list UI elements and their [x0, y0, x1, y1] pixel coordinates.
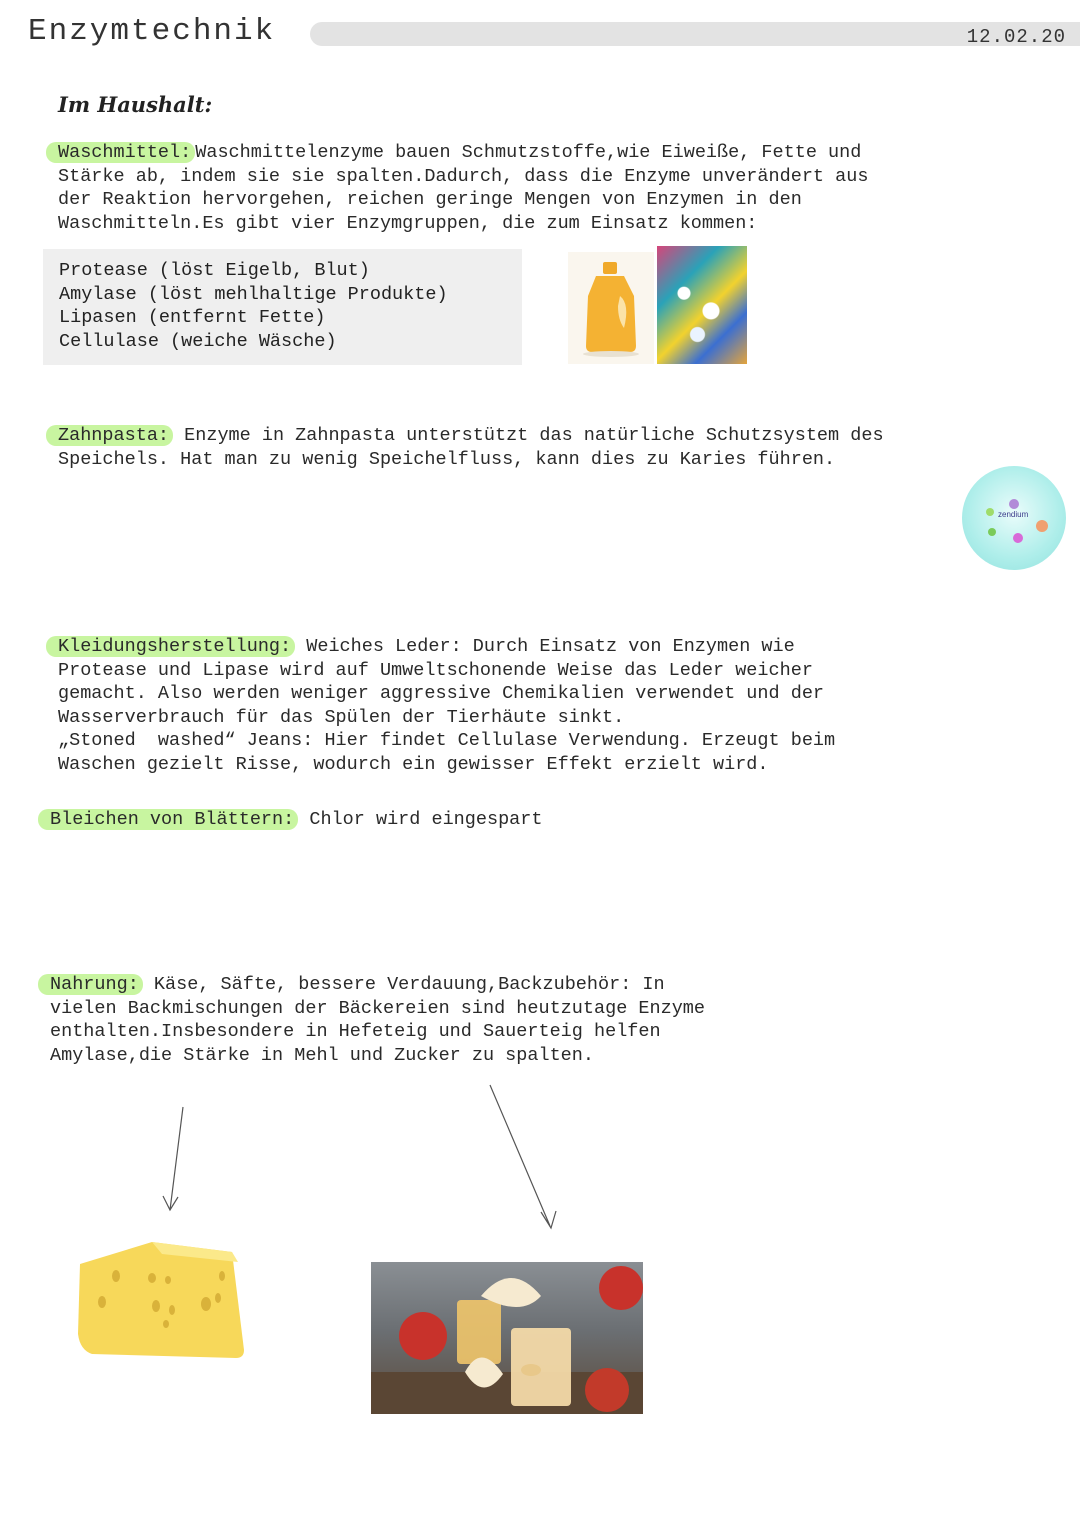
nahrung-label: Nahrung:	[38, 974, 143, 995]
kleidung-line-4: Wasserverbrauch für das Spülen der Tierhäute sinkt.	[58, 706, 625, 728]
bleichen-paragraph	[50, 808, 543, 832]
kleidung-paragraph	[58, 635, 835, 777]
zahnpasta-line-2: Speichels. Hat man zu wenig Speichelfluss, kann dies zu Karies führen.	[58, 448, 836, 470]
kleidung-line-3: gemacht. Also werden weniger aggressive Chemikalien verwendet und der	[58, 683, 825, 705]
nahrung-line-1: Käse, Säfte, bessere Verdauung,Backzubehör: In	[142, 974, 665, 995]
arrow-to-juice	[490, 1085, 556, 1228]
title-bar	[310, 22, 1080, 46]
detergent-bottle-image	[568, 252, 654, 364]
waschmittel-paragraph	[58, 141, 868, 235]
waschmittel-label: Waschmittel:	[46, 142, 195, 163]
arrow-to-cheese	[163, 1107, 183, 1210]
apple-juice-image	[371, 1262, 643, 1414]
laundry-image	[657, 246, 747, 364]
zahnpasta-line-1: Enzyme in Zahnpasta unterstützt das natürliche Schutzsystem des	[173, 425, 884, 446]
enzyme-list	[43, 249, 522, 353]
page-title: Enzymtechnik	[28, 14, 276, 49]
enzyme-item: Lipasen (entfernt Fette)	[59, 307, 326, 329]
kleidung-label: Kleidungsherstellung:	[46, 636, 295, 657]
waschmittel-section	[58, 141, 868, 235]
nahrung-section	[50, 973, 705, 1067]
kleidung-line-5: „Stoned washed“ Jeans: Hier findet Cellulase Verwendung. Erzeugt beim	[58, 730, 836, 752]
waschmittel-line-1: Waschmittelenzyme bauen Schmutzstoffe,wie Eiweiße, Fette und	[195, 142, 862, 163]
bleichen-section	[50, 808, 543, 832]
section-heading: Im Haushalt:	[58, 92, 213, 117]
zendium-logo-image	[962, 466, 1066, 570]
kleidung-line-2: Protease und Lipase wird auf Umweltschonende Weise das Leder weicher	[58, 659, 813, 681]
nahrung-line-2: vielen Backmischungen der Bäckereien sind heutzutage Enzyme	[50, 997, 706, 1019]
kleidung-section	[58, 635, 835, 777]
zahnpasta-section	[58, 424, 884, 471]
kleidung-line-6: Waschen gezielt Risse, wodurch ein gewisser Effekt erzielt wird.	[58, 753, 769, 775]
bleichen-label: Bleichen von Blättern:	[38, 809, 298, 830]
waschmittel-line-3: der Reaktion hervorgehen, reichen geringe Mengen von Enzymen in den	[58, 189, 802, 211]
enzyme-item: Cellulase (weiche Wäsche)	[59, 330, 337, 352]
zahnpasta-paragraph	[58, 424, 884, 471]
bleichen-text: Chlor wird eingespart	[298, 809, 543, 830]
waschmittel-line-4: Waschmitteln.Es gibt vier Enzymgruppen, die zum Einsatz kommen:	[58, 212, 758, 234]
zahnpasta-label: Zahnpasta:	[46, 425, 173, 446]
enzyme-list-box	[43, 249, 522, 365]
nahrung-paragraph	[50, 973, 705, 1067]
enzyme-item: Amylase (löst mehlhaltige Produkte)	[59, 283, 448, 305]
waschmittel-line-2: Stärke ab, indem sie sie spalten.Dadurch, dass die Enzyme unverändert aus	[58, 165, 869, 187]
date-label: 12.02.20	[966, 26, 1066, 48]
kleidung-line-1: Weiches Leder: Durch Einsatz von Enzymen wie	[295, 636, 795, 657]
nahrung-line-4: Amylase,die Stärke in Mehl und Zucker zu spalten.	[50, 1044, 594, 1066]
nahrung-line-3: enthalten.Insbesondere in Hefeteig und Sauerteig helfen	[50, 1021, 661, 1043]
cheese-image	[72, 1238, 252, 1364]
zendium-logo-text: zendium	[998, 510, 1029, 519]
enzyme-item: Protease (löst Eigelb, Blut)	[59, 260, 370, 281]
